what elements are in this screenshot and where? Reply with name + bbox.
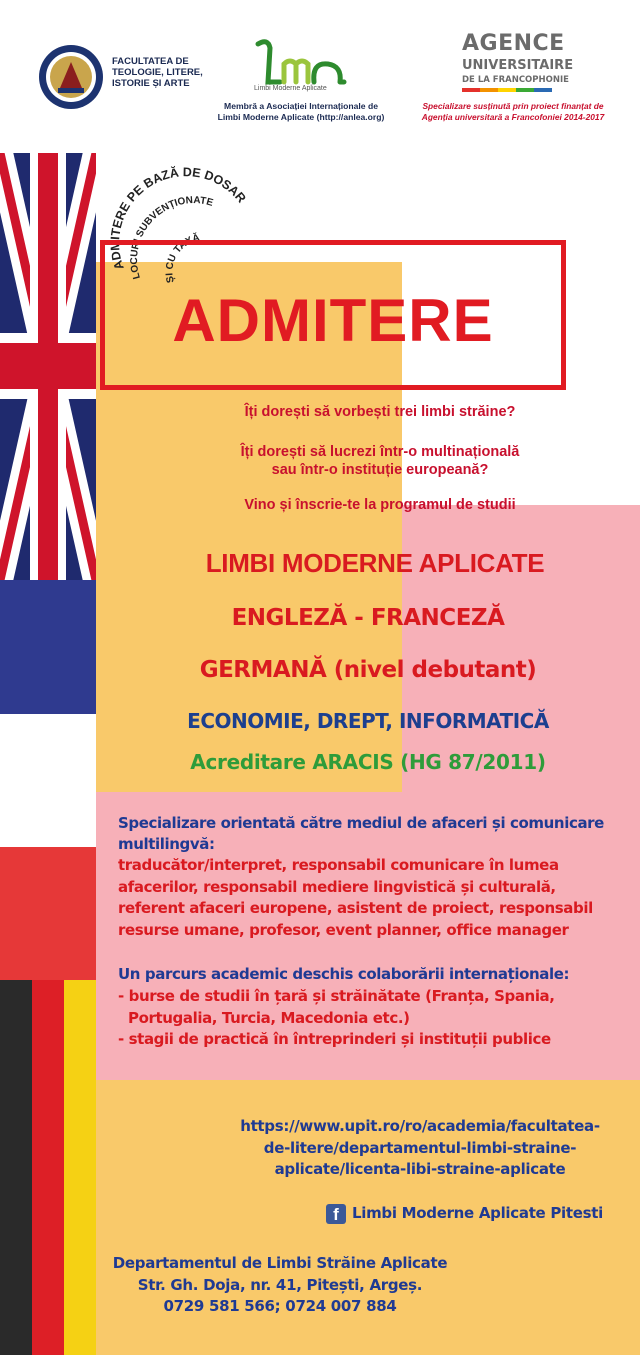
header bbox=[0, 0, 640, 150]
website-link-line: de-litere/departamentul-limbi-straine- bbox=[263, 1138, 577, 1157]
faculty-line: FACULTATEA DE bbox=[112, 56, 189, 67]
question-languages: Îți dorești să vorbești trei limbi străine? bbox=[244, 404, 516, 420]
career-line: referent afaceri europene, asistent de proiect, responsabil bbox=[118, 899, 593, 917]
auf-funding-line: Specializare susținută prin proiect finanțat de bbox=[422, 101, 604, 111]
university-seal-icon bbox=[38, 44, 104, 110]
lma-caption: Limbi Moderne Aplicate bbox=[254, 85, 327, 92]
facebook-link[interactable] bbox=[326, 1202, 626, 1226]
question-line: sau într-o instituție europeană? bbox=[271, 462, 489, 478]
list-item: - stagii de practică în întreprinderi și instituții publice bbox=[118, 1030, 551, 1048]
faculty-name bbox=[112, 56, 222, 89]
stamp-outer-text: ADMITERE PE BAZĂ DE DOSAR bbox=[108, 165, 249, 272]
program-fields: ECONOMIE, DREPT, INFORMATICĂ bbox=[187, 709, 549, 733]
phone-numbers: 0729 581 566; 0724 007 884 bbox=[163, 1297, 397, 1315]
france-flag-blue bbox=[0, 580, 96, 714]
auf-logo-line2: UNIVERSITAIRE bbox=[462, 58, 574, 73]
specialization-line: Specializare orientată către mediul de afaceri și comunicare bbox=[118, 814, 604, 832]
list-item-line: Portugalia, Turcia, Macedonia etc.) bbox=[128, 1008, 410, 1027]
facebook-icon: f bbox=[326, 1204, 346, 1224]
germany-flag-icon bbox=[0, 980, 96, 1355]
germany-flag-red bbox=[32, 980, 64, 1355]
website-link-line: aplicate/licenta-libi-straine-aplicate bbox=[274, 1160, 566, 1178]
invitation-text: Vino și înscrie-te la programul de studii bbox=[244, 497, 516, 513]
list-item-line: - burse de studii în țară și străinătate (Franța, Spania, bbox=[118, 987, 555, 1005]
germany-flag-gold bbox=[64, 980, 96, 1355]
career-line: afacerilor, responsabil mediere lingvistică și culturală, bbox=[118, 877, 556, 896]
program-languages: ENGLEZĂ - FRANCEZĂ bbox=[231, 605, 505, 631]
website-link[interactable] bbox=[200, 1116, 640, 1181]
career-line: resurse umane, profesor, event planner, office manager bbox=[118, 920, 569, 939]
membership-text bbox=[206, 101, 396, 123]
membership-line: Membră a Asociației Internaționale de bbox=[224, 101, 378, 111]
program-accreditation: Acreditare ARACIS (HG 87/2011) bbox=[190, 750, 546, 774]
specialization-line: multilingvă: bbox=[118, 835, 215, 853]
facebook-label: Limbi Moderne Aplicate Pitesti bbox=[352, 1204, 603, 1222]
membership-line: Limbi Moderne Aplicate (http://anlea.org) bbox=[217, 112, 385, 122]
auf-color-bar bbox=[462, 88, 552, 92]
question-line: Îți dorești să lucrezi într-o multinațională bbox=[240, 444, 520, 460]
international-lead: Un parcurs academic deschis colaborării internaționale: bbox=[118, 965, 570, 983]
france-flag-white bbox=[0, 714, 96, 847]
auf-logo-line3: DE LA FRANCOPHONIE bbox=[462, 75, 569, 85]
career-line: traducător/interpret, responsabil comunicare în lumea bbox=[118, 856, 559, 874]
question-career bbox=[180, 443, 580, 479]
auf-logo-line1: AGENCE bbox=[462, 31, 565, 56]
list-item bbox=[118, 986, 628, 1029]
page-title: ADMITERE bbox=[172, 287, 494, 354]
career-list bbox=[118, 855, 628, 941]
website-link-line: https://www.upit.ro/ro/academia/facultatea- bbox=[240, 1117, 600, 1135]
faculty-line: TEOLOGIE, LITERE, bbox=[112, 67, 203, 78]
france-flag-red bbox=[0, 847, 96, 980]
faculty-line: ISTORIE ȘI ARTE bbox=[112, 78, 190, 89]
germany-flag-black bbox=[0, 980, 32, 1355]
address-line: Str. Gh. Doja, nr. 41, Pitești, Argeș. bbox=[137, 1275, 423, 1294]
auf-funding-text bbox=[408, 101, 618, 123]
stamp-inner-text: ȘI CU TAXĂ bbox=[164, 232, 201, 284]
program-third-language: GERMANĂ (nivel debutant) bbox=[199, 657, 537, 683]
auf-funding-line: Agenția universitară a Francofoniei 2014-2017 bbox=[421, 112, 605, 122]
stamp-inner-text: LOCURI SUBVENȚIONATE bbox=[129, 194, 215, 281]
address-line: Departamentul de Limbi Străine Aplicate bbox=[112, 1254, 448, 1272]
uk-flag-icon bbox=[0, 153, 96, 580]
specialization-lead bbox=[118, 813, 628, 855]
department-address bbox=[100, 1253, 460, 1318]
program-name: LIMBI MODERNE APLICATE bbox=[205, 548, 545, 578]
